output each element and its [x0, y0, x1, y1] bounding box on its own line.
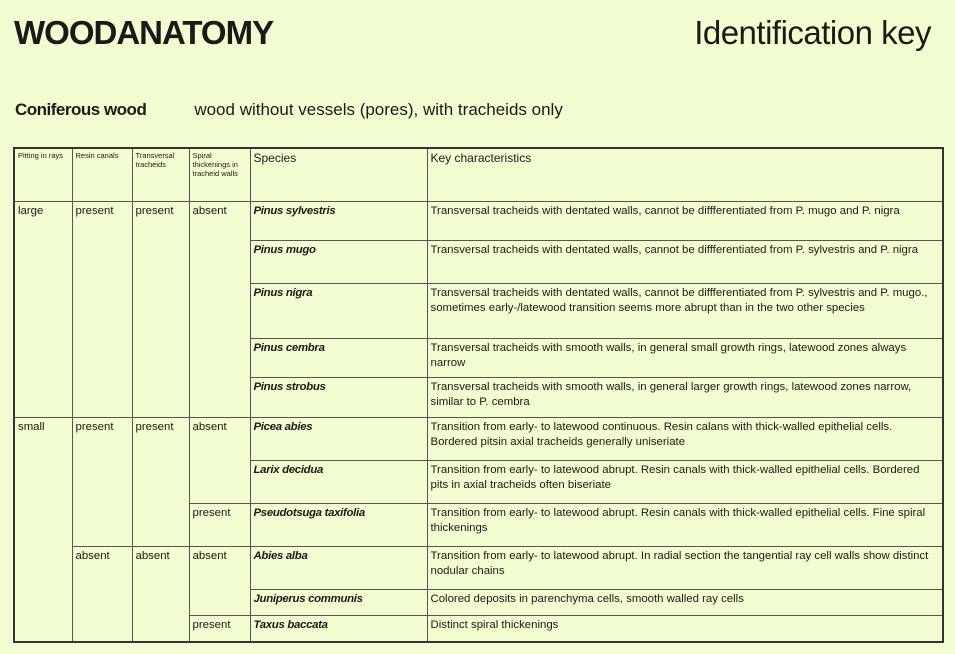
key-characteristic: Transversal tracheids with smooth walls, in general larger growth rings, latewood zones narrow, similar to P. cembra	[427, 378, 943, 418]
species-name: Abies alba	[250, 547, 427, 590]
table-row	[14, 202, 943, 241]
header-species: Species	[250, 148, 427, 202]
species-name: Pinus strobus	[250, 378, 427, 418]
cell-transversal: absent	[132, 547, 189, 642]
section-description: wood without vessels (pores), with tracheids only	[194, 100, 563, 119]
header-resin-canals: Resin canals	[72, 148, 132, 202]
cell-pitting: small	[14, 418, 72, 642]
cell-transversal: present	[132, 202, 189, 418]
cell-resin: present	[72, 202, 132, 418]
cell-resin: present	[72, 418, 132, 547]
key-characteristic: Transition from early- to latewood abrupt. In radial section the tangential ray cell walls show distinct nodular chains	[427, 547, 943, 590]
cell-spiral: absent	[189, 418, 250, 504]
page-subtitle-right: Identification key	[694, 14, 931, 51]
cell-pitting: large	[14, 202, 72, 418]
key-characteristic: Distinct spiral thickenings	[427, 616, 943, 642]
header-spiral-thickenings: Spiral thickenings in tracheid walls	[189, 148, 250, 202]
cell-resin: absent	[72, 547, 132, 642]
species-name: Larix decidua	[250, 461, 427, 504]
key-characteristic: Transition from early- to latewood abrupt. Resin canals with thick-walled epithelial cells. Bordered pits in axial tracheids often biseriate	[427, 461, 943, 504]
species-name: Pseudotsuga taxifolia	[250, 504, 427, 547]
species-name: Pinus cembra	[250, 339, 427, 378]
key-characteristic: Transition from early- to latewood abrupt. Resin canals with thick-walled epithelial cells. Fine spiral thickenings	[427, 504, 943, 547]
species-name: Pinus nigra	[250, 284, 427, 339]
cell-transversal: present	[132, 418, 189, 547]
table-row	[14, 547, 943, 590]
key-characteristic: Transversal tracheids with smooth walls, in general small growth rings, latewood zones always narrow	[427, 339, 943, 378]
cell-spiral: present	[189, 504, 250, 547]
species-name: Pinus sylvestris	[250, 202, 427, 241]
cell-spiral: present	[189, 616, 250, 642]
key-characteristic: Colored deposits in parenchyma cells, smooth walled ray cells	[427, 590, 943, 616]
table-header-row	[14, 148, 943, 202]
header-pitting: Pitting in rays	[14, 148, 72, 202]
key-characteristic: Transversal tracheids with dentated walls, cannot be diffferentiated from P. mugo and P. nigra	[427, 202, 943, 241]
species-name: Pinus mugo	[250, 241, 427, 284]
section-label: Coniferous wood	[15, 100, 147, 119]
cell-spiral: absent	[189, 202, 250, 418]
header-transversal-tracheids: Transversal tracheids	[132, 148, 189, 202]
section-heading	[15, 100, 563, 120]
identification-table	[13, 147, 944, 643]
key-characteristic: Transversal tracheids with dentated walls, cannot be diffferentiated from P. sylvestris and P. nigra	[427, 241, 943, 284]
species-name: Picea abies	[250, 418, 427, 461]
key-characteristic: Transition from early- to latewood continuous. Resin calans with thick-walled epithelial cells. Bordered pitsin axial tracheids generally uniseriate	[427, 418, 943, 461]
species-name: Juniperus communis	[250, 590, 427, 616]
table-row	[14, 418, 943, 461]
key-characteristic: Transversal tracheids with dentated walls, cannot be diffferentiated from P. sylvestris and P. mugo., sometimes early-/latewood transition seems more abrupt than in the two other species	[427, 284, 943, 339]
header-key-characteristics: Key characteristics	[427, 148, 943, 202]
species-name: Taxus baccata	[250, 616, 427, 642]
cell-spiral: absent	[189, 547, 250, 616]
page-title: WOODANATOMY	[14, 14, 274, 51]
